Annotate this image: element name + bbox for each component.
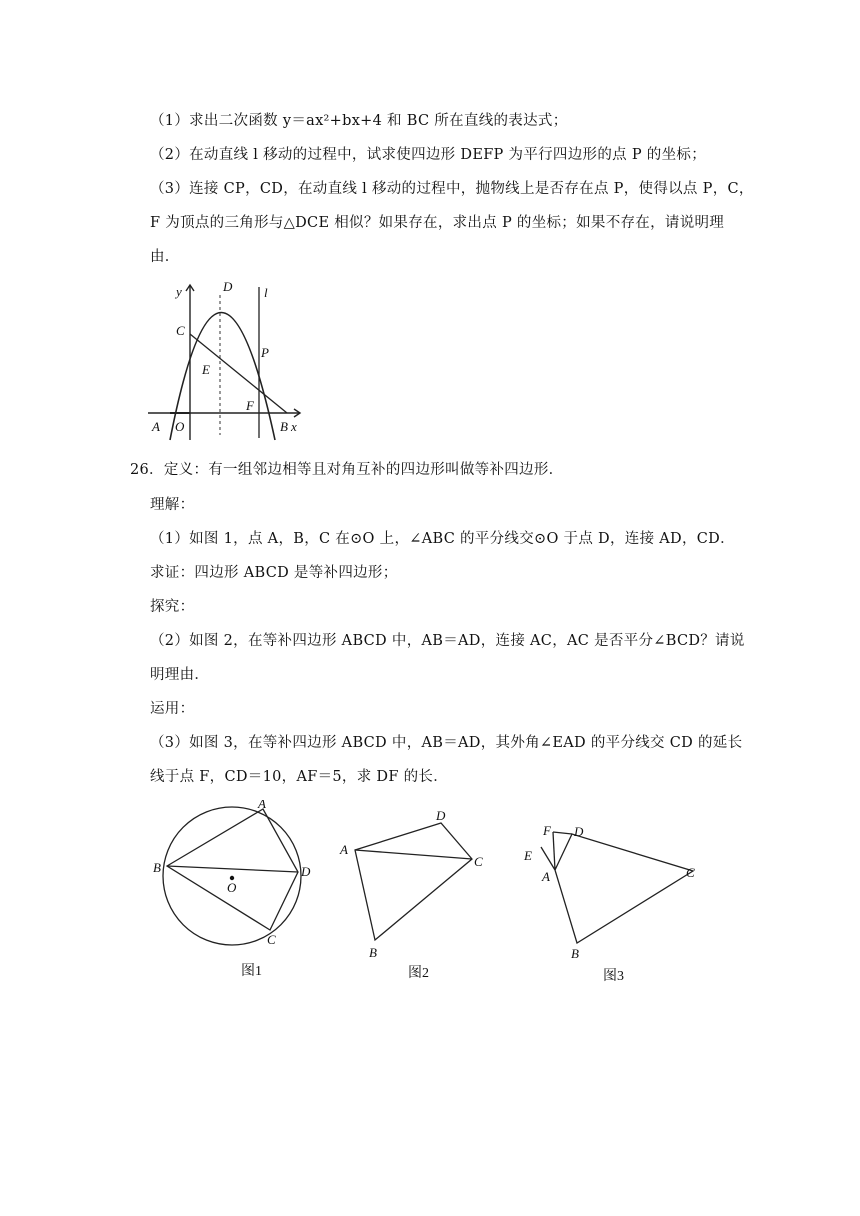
quadrilateral-abcd-2 <box>355 823 472 940</box>
fig1-label-C: C <box>267 932 276 947</box>
diagonal-ac <box>355 850 472 859</box>
label-F: F <box>246 398 254 413</box>
fig3-caption: 图3 <box>603 969 624 984</box>
line-af <box>553 832 555 870</box>
fig1-label-A: A <box>258 800 266 811</box>
label-P: P <box>261 345 269 360</box>
line-fd <box>553 832 572 834</box>
parabola-figure <box>140 275 310 445</box>
q26-heading-understand: 理解： <box>150 497 195 513</box>
fig2-label-D: D <box>436 808 446 823</box>
q26-definition: 26．定义：有一组邻边相等且对角互补的四边形叫做等补四边形． <box>130 462 564 478</box>
figure-2 <box>335 800 495 990</box>
label-B: B <box>280 419 288 434</box>
label-A: A <box>152 419 160 434</box>
label-l: l <box>264 285 268 300</box>
quadrilateral-abcd-3 <box>555 834 693 943</box>
label-E: E <box>202 362 210 377</box>
diagonal-bd <box>167 866 298 872</box>
q26-heading-apply: 运用： <box>150 701 195 717</box>
fig3-label-E: E <box>524 848 532 863</box>
label-O: O <box>175 419 185 434</box>
q25-part2: （2）在动直线 l 移动的过程中，试求使四边形 DEFP 为平行四边形的点 P 的坐标； <box>150 147 706 163</box>
figure-1 <box>145 800 325 990</box>
q25-part3-line3: 由． <box>150 249 180 265</box>
q26-part3-line1: （3）如图 3，在等补四边形 ABCD 中，AB＝AD，其外角∠EAD 的平分线交 CD 的延长 <box>150 735 743 751</box>
figure-3 <box>515 815 705 990</box>
q25-part3-line1: （3）连接 CP，CD，在动直线 l 移动的过程中，抛物线上是否存在点 P，使得以点 P，C， <box>150 181 754 197</box>
label-C: C <box>176 323 185 338</box>
fig3-label-B: B <box>571 946 579 961</box>
q26-part2-line2: 明理由． <box>150 667 210 683</box>
fig3-label-F: F <box>543 823 551 838</box>
q26-part1-line1: （1）如图 1，点 A，B，C 在⊙O 上，∠ABC 的平分线交⊙O 于点 D，连接 AD，CD． <box>150 531 735 547</box>
fig2-label-C: C <box>474 854 483 869</box>
fig1-label-D: D <box>301 864 311 879</box>
q26-part1-line2: 求证：四边形 ABCD 是等补四边形； <box>150 565 398 581</box>
q26-heading-explore: 探究： <box>150 599 195 615</box>
fig3-label-D: D <box>574 824 584 839</box>
fig2-label-A: A <box>340 842 348 857</box>
fig1-label-B: B <box>153 860 161 875</box>
q26-part2-line1: （2）如图 2，在等补四边形 ABCD 中，AB＝AD，连接 AC，AC 是否平分∠BCD？请说 <box>150 633 745 649</box>
q26-part3-line2: 线于点 F，CD＝10，AF＝5，求 DF 的长． <box>150 769 449 785</box>
label-D: D <box>223 279 233 294</box>
fig3-label-A: A <box>542 869 550 884</box>
q25-part3-line2: F 为顶点的三角形与△DCE 相似？如果存在，求出点 P 的坐标；如果不存在，请说明理 <box>150 215 725 231</box>
line-ae <box>541 847 555 870</box>
fig2-caption: 图2 <box>408 966 429 981</box>
fig1-caption: 图1 <box>241 964 262 979</box>
fig1-label-O: O <box>227 880 237 895</box>
fig3-label-C: C <box>686 865 695 880</box>
q25-part1: （1）求出二次函数 y＝ax²+bx+4 和 BC 所在直线的表达式； <box>150 113 568 129</box>
label-y: y <box>176 284 182 299</box>
fig2-label-B: B <box>369 945 377 960</box>
label-x: x <box>291 419 297 434</box>
